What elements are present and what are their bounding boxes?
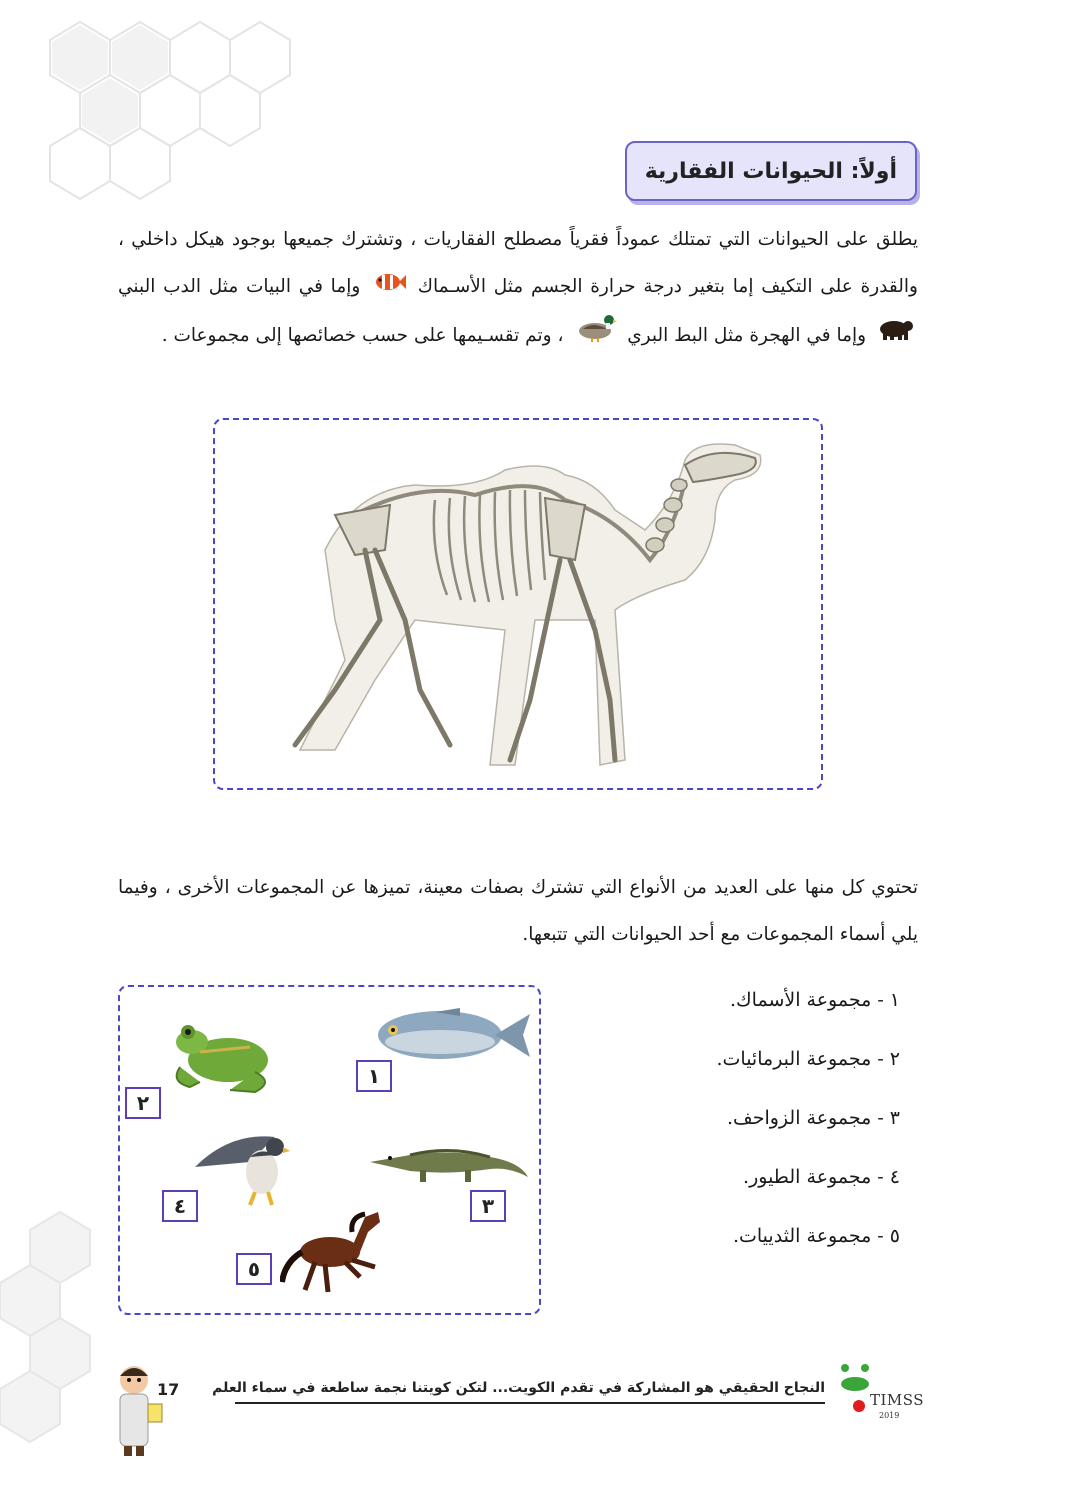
group-mammals: ٥ - مجموعة الثدييات. bbox=[732, 1225, 900, 1247]
footer-slogan: النجاح الحقيقي هو المشاركة في تقدم الكويت... لتكن كويتنا نجمة ساطعة في سماء العلم bbox=[212, 1380, 825, 1396]
duck-icon bbox=[573, 311, 617, 361]
camel-skeleton-image bbox=[215, 420, 821, 788]
camel-skeleton-frame bbox=[213, 418, 823, 790]
timss-logo-text: TIMSS bbox=[870, 1391, 925, 1409]
falcon-image bbox=[190, 1127, 300, 1207]
fish-image bbox=[365, 1002, 535, 1067]
intro-text-1: يطلق على الحيوانات التي تمتلك عموداً فقرياً مصطلح الفقاريات ، وتشترك جميعها بوجود هيكل داخلي ، والقدرة على التكيف إما بتغير درجة حرارة الجسم مثل الأسـماك bbox=[118, 229, 918, 297]
horse-number-box: ٥ bbox=[236, 1253, 272, 1285]
timss-logo-year: 2019 bbox=[879, 1411, 900, 1420]
horse-image bbox=[280, 1202, 390, 1297]
section-title-box bbox=[625, 141, 917, 201]
fish-number-box: ١ bbox=[356, 1060, 392, 1092]
group-amphibians: ٢ - مجموعة البرمائيات. bbox=[716, 1048, 900, 1070]
timss-logo-image bbox=[835, 1362, 875, 1418]
frog-image bbox=[160, 1012, 280, 1097]
intro-text-4: ، وتم تقسـيمها على حسب خصائصها إلى مجموعات . bbox=[161, 324, 564, 346]
intro-text-3: وإما في الهجرة مثل البط البري bbox=[627, 324, 867, 346]
section-title: أولاً: الحيوانات الفقارية bbox=[644, 158, 897, 184]
falcon-number-box: ٤ bbox=[162, 1190, 198, 1222]
groups-list bbox=[650, 980, 900, 1275]
crocodile-number-box: ٣ bbox=[470, 1190, 506, 1222]
hexagon-background-top bbox=[0, 0, 330, 250]
group-fish: ١ - مجموعة الأسماك. bbox=[729, 989, 900, 1011]
student-mascot-image bbox=[112, 1360, 168, 1460]
group-birds: ٤ - مجموعة الطيور. bbox=[743, 1166, 900, 1188]
intro-paragraph bbox=[118, 216, 918, 361]
animal-pictures-frame bbox=[118, 985, 541, 1315]
clownfish-icon bbox=[372, 264, 406, 311]
frog-number-box: ٢ bbox=[125, 1087, 161, 1119]
footer-rule bbox=[235, 1402, 825, 1404]
crocodile-image bbox=[370, 1137, 530, 1187]
groups-intro-paragraph: تحتوي كل منها على العديد من الأنواع التي تشترك بصفات معينة، تميزها عن المجموعات الأخرى ، وفيما يلي أسماء المجموعات مع أحد الحيوانات التي تتبعها. bbox=[118, 877, 918, 945]
bear-icon bbox=[876, 312, 914, 359]
intro-text-2: وإما في البيات مثل الدب البني bbox=[118, 276, 361, 297]
group-reptiles: ٣ - مجموعة الزواحف. bbox=[727, 1107, 900, 1129]
page-number: 17 bbox=[157, 1380, 180, 1399]
